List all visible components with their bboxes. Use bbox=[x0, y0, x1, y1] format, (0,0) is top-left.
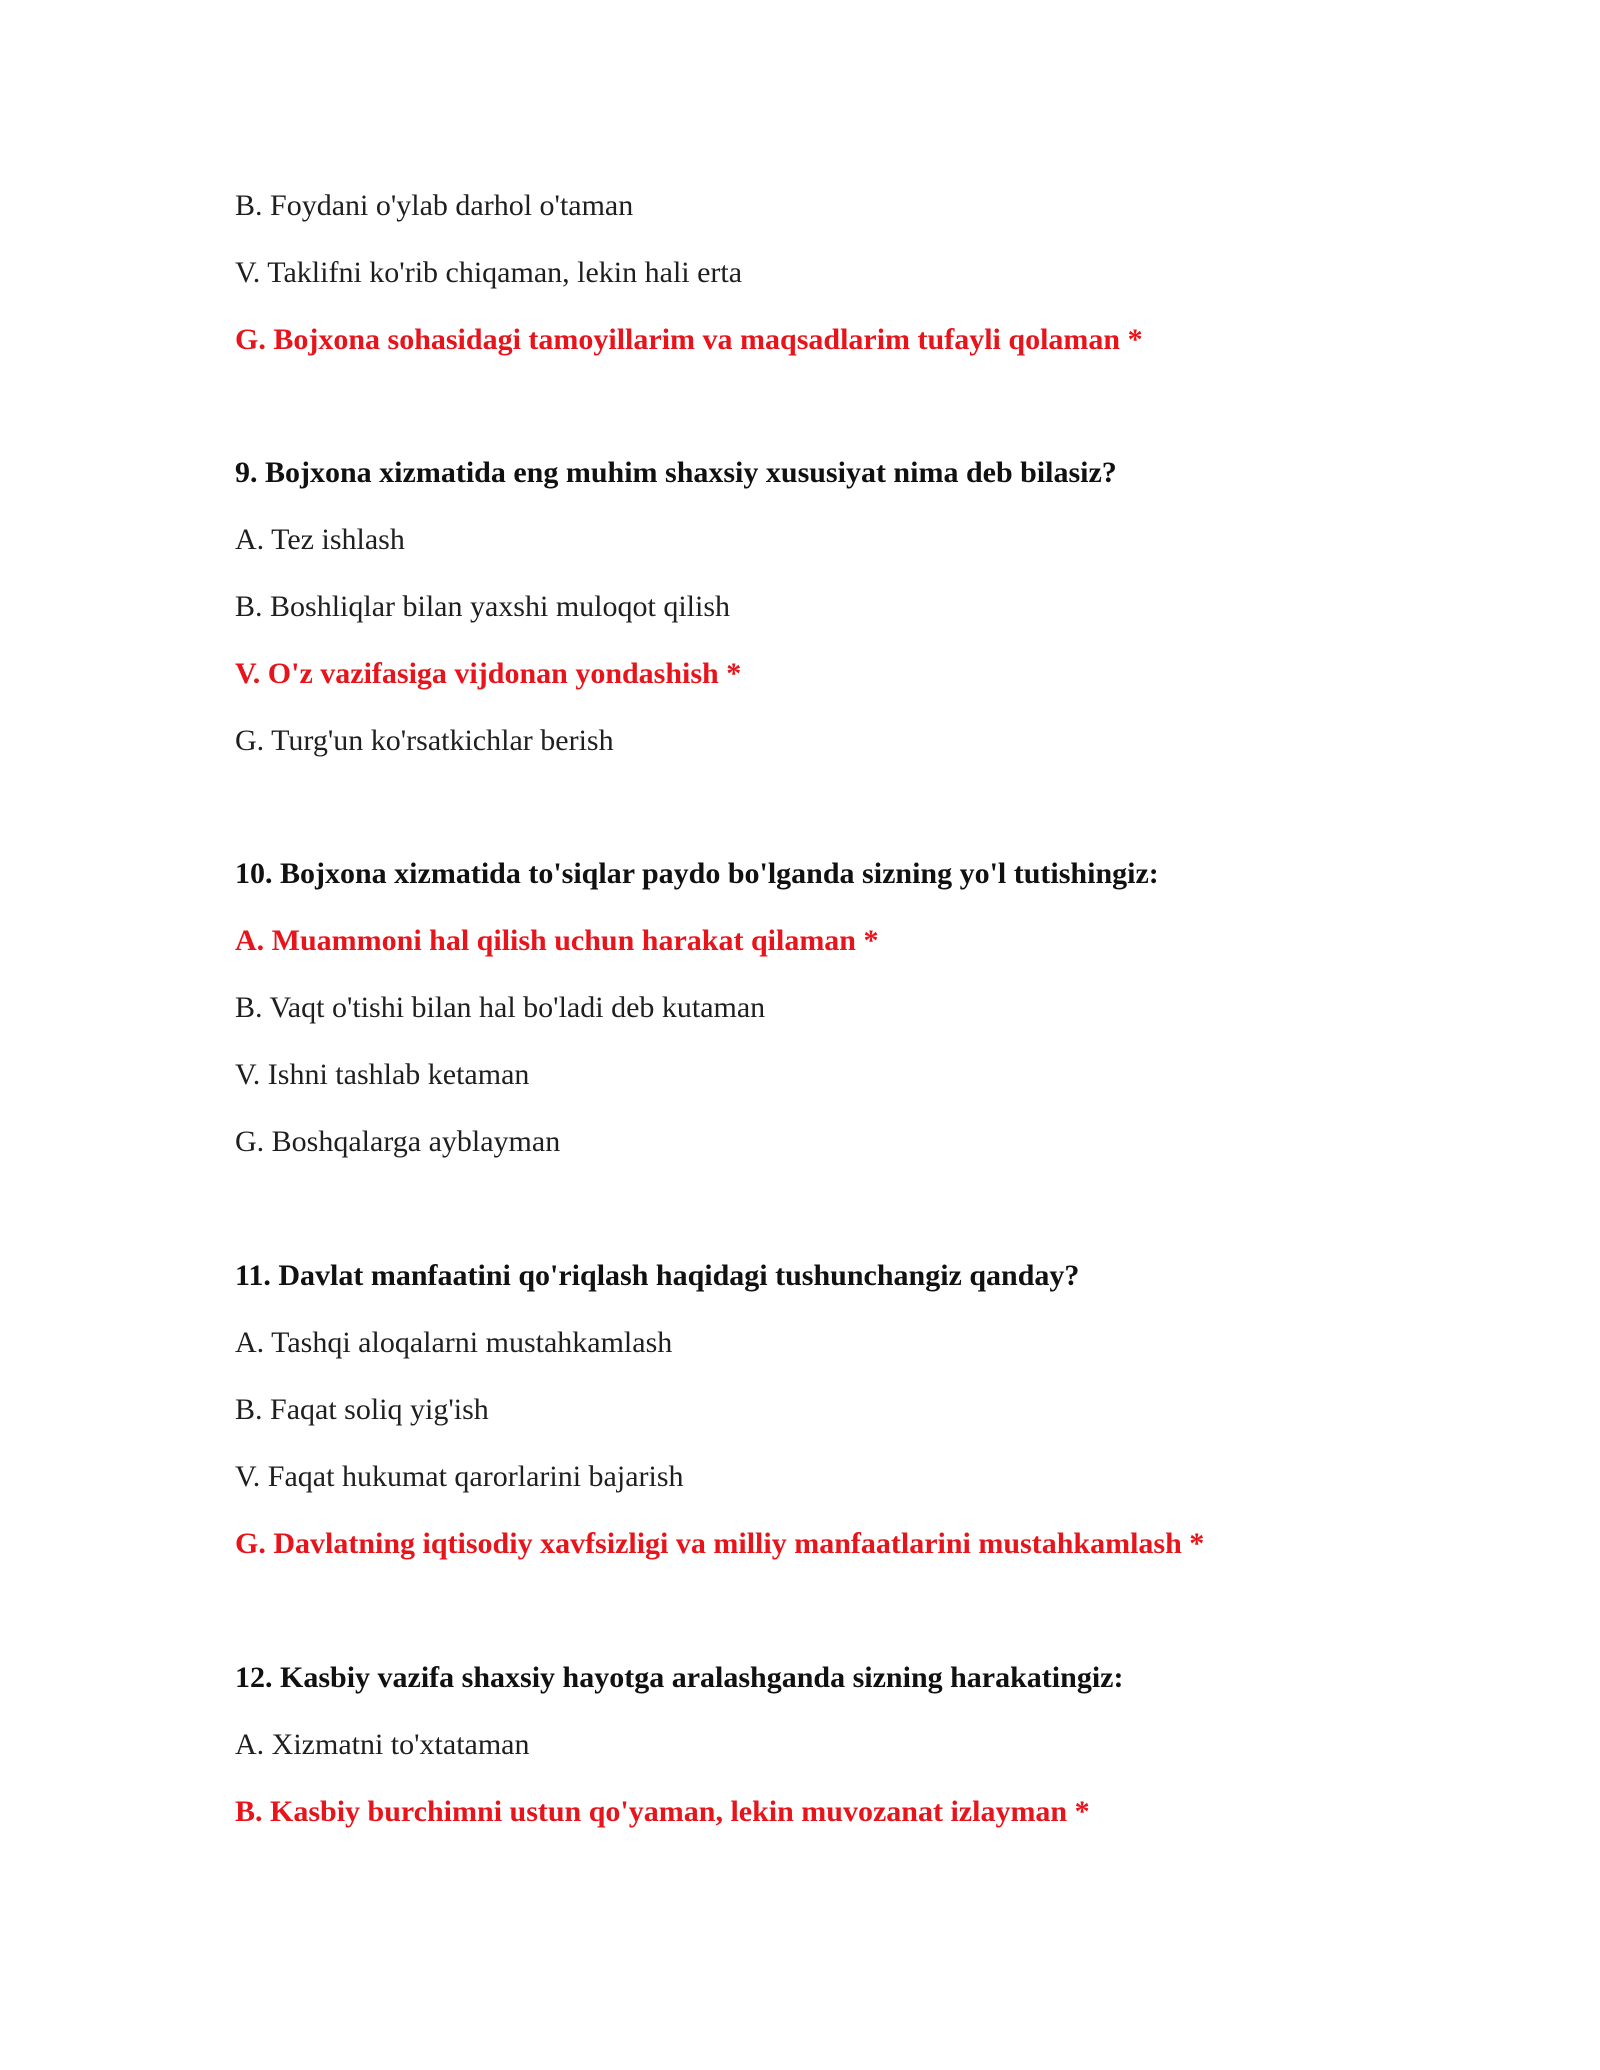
correct-answer-option: B. Kasbiy burchimni ustun qo'yaman, lekin muvozanat izlayman * bbox=[235, 1795, 1090, 1828]
question-11: 11. Davlat manfaatini qo'riqlash haqidagi tushunchangiz qanday? bbox=[235, 1259, 1080, 1292]
correct-answer-option: G. Bojxona sohasidagi tamoyillarim va maqsadlarim tufayli qolaman * bbox=[235, 323, 1143, 356]
question-12: 12. Kasbiy vazifa shaxsiy hayotga aralashganda sizning harakatingiz: bbox=[235, 1661, 1124, 1694]
answer-option: A. Tez ishlash bbox=[235, 523, 405, 556]
answer-option: V. Faqat hukumat qarorlarini bajarish bbox=[235, 1460, 684, 1493]
answer-option: G. Turg'un ko'rsatkichlar berish bbox=[235, 724, 614, 757]
answer-option: A. Xizmatni to'xtataman bbox=[235, 1728, 530, 1761]
correct-answer-option: G. Davlatning iqtisodiy xavfsizligi va milliy manfaatlarini mustahkamlash * bbox=[235, 1527, 1205, 1560]
answer-option: B. Vaqt o'tishi bilan hal bo'ladi deb kutaman bbox=[235, 991, 766, 1024]
answer-option: V. Ishni tashlab ketaman bbox=[235, 1058, 530, 1091]
answer-option: B. Boshliqlar bilan yaxshi muloqot qilish bbox=[235, 590, 730, 623]
answer-option: B. Foydani o'ylab darhol o'taman bbox=[235, 189, 634, 222]
answer-option: A. Tashqi aloqalarni mustahkamlash bbox=[235, 1326, 673, 1359]
answer-option: V. Taklifni ko'rib chiqaman, lekin hali erta bbox=[235, 256, 743, 289]
question-10: 10. Bojxona xizmatida to'siqlar paydo bo'lganda sizning yo'l tutishingiz: bbox=[235, 857, 1159, 890]
correct-answer-option: V. O'z vazifasiga vijdonan yondashish * bbox=[235, 657, 742, 690]
question-9: 9. Bojxona xizmatida eng muhim shaxsiy xususiyat nima deb bilasiz? bbox=[235, 456, 1117, 489]
answer-option: G. Boshqalarga ayblayman bbox=[235, 1125, 561, 1158]
correct-answer-option: A. Muammoni hal qilish uchun harakat qilaman * bbox=[235, 924, 879, 957]
answer-option: B. Faqat soliq yig'ish bbox=[235, 1393, 489, 1426]
